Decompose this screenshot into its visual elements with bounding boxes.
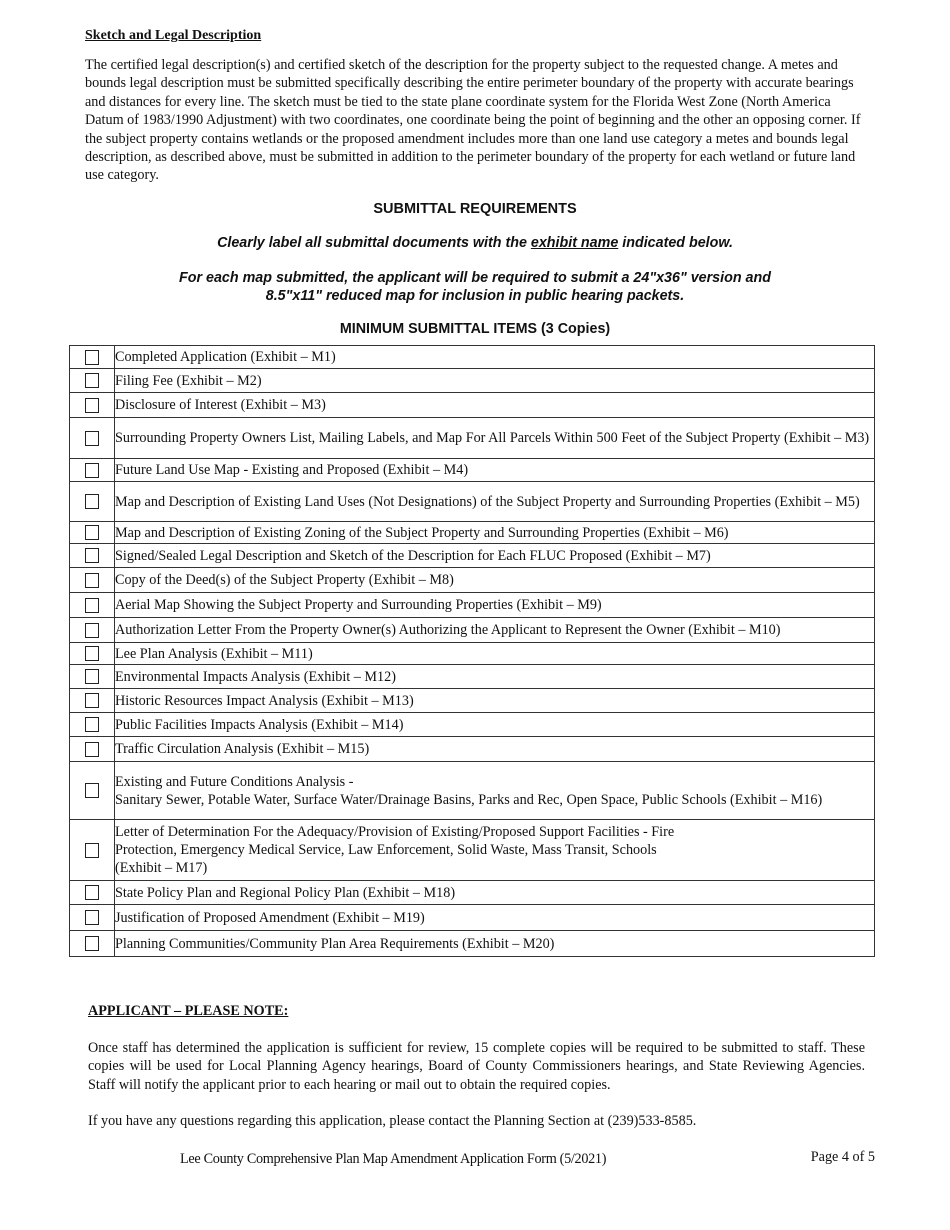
submittal-item-row: [70, 568, 875, 593]
item-text-line: Historic Resources Impact Analysis (Exhibit – M13): [115, 692, 414, 709]
submittal-item-row: [70, 820, 875, 881]
item-description: [115, 737, 875, 762]
item-description: [115, 459, 875, 482]
checkbox-cell: [70, 618, 115, 643]
item-checkbox[interactable]: [85, 398, 99, 413]
item-text-line: Copy of the Deed(s) of the Subject Property (Exhibit – M8): [115, 572, 454, 588]
checkbox-cell: [70, 931, 115, 957]
item-text-line: Aerial Map Showing the Subject Property and Surrounding Properties (Exhibit – M9): [115, 597, 602, 613]
item-text-line: Filing Fee (Exhibit – M2): [115, 372, 262, 389]
item-description: [115, 931, 875, 957]
submittal-requirements-title: SUBMITTAL REQUIREMENTS: [373, 201, 577, 217]
checkbox-cell: [70, 713, 115, 737]
item-text-line: State Policy Plan and Regional Policy Plan (Exhibit – M18): [115, 884, 456, 901]
minimum-items-title: MINIMUM SUBMITTAL ITEMS (3 Copies): [339, 321, 611, 337]
item-text-line: Map and Description of Existing Zoning of the Subject Property and Surrounding Properties (Exhibit – M6): [115, 524, 729, 541]
item-checkbox[interactable]: [85, 525, 99, 540]
checkbox-cell: [70, 459, 115, 482]
item-text-line: Completed Application (Exhibit – M1): [115, 349, 336, 365]
submittal-item-row: [70, 905, 875, 931]
item-checkbox[interactable]: [85, 548, 99, 563]
submittal-item-row: [70, 931, 875, 957]
item-text-line: Planning Communities/Community Plan Area Requirements (Exhibit – M20): [115, 935, 555, 952]
item-text-line: Existing and Future Conditions Analysis -: [115, 773, 354, 790]
submittal-item-row: [70, 544, 875, 568]
item-text-line: Map and Description of Existing Land Uses (Not Designations) of the Subject Property and Surrounding Properties (Exhibit – M5): [115, 493, 860, 510]
item-checkbox[interactable]: [85, 573, 99, 588]
item-description: [115, 618, 875, 643]
submittal-item-row: [70, 665, 875, 689]
submittal-item-row: [70, 418, 875, 459]
submittal-item-row: [70, 459, 875, 482]
item-description: [115, 482, 875, 522]
item-checkbox[interactable]: [85, 431, 99, 446]
submittal-item-row: [70, 881, 875, 905]
item-description: [115, 544, 875, 568]
item-description: [115, 346, 875, 369]
item-description: [115, 593, 875, 618]
note-paragraph-1: Once staff has determined the application is sufficient for review, 15 complete copies will be required to be submitted to staff. These copies will be used for Local Planning Agency hearings, Board of County Commissioners hearings, and State Reviewing Agencies. Staff will notify the applicant prior to each hearing or mail out to obtain the required copies.: [88, 1040, 865, 1093]
item-description: [115, 393, 875, 418]
item-text-line: Disclosure of Interest (Exhibit – M3): [115, 397, 326, 413]
submittal-item-row: [70, 618, 875, 643]
item-checkbox[interactable]: [85, 693, 99, 708]
item-description: [115, 905, 875, 931]
submittal-item-row: [70, 762, 875, 820]
item-checkbox[interactable]: [85, 373, 99, 388]
item-text-line: Authorization Letter From the Property Owner(s) Authorizing the Applicant to Represent the Owner (Exhibit – M10): [115, 622, 781, 638]
checkbox-cell: [70, 568, 115, 593]
item-description: [115, 762, 875, 820]
item-text-line: (Exhibit – M17): [115, 860, 208, 876]
item-description: [115, 522, 875, 544]
item-description: [115, 418, 875, 459]
checkbox-cell: [70, 881, 115, 905]
checkbox-cell: [70, 593, 115, 618]
item-checkbox[interactable]: [85, 598, 99, 613]
checkbox-cell: [70, 393, 115, 418]
item-text-line: Justification of Proposed Amendment (Exhibit – M19): [115, 909, 425, 926]
checkbox-cell: [70, 689, 115, 713]
item-checkbox[interactable]: [85, 669, 99, 684]
item-checkbox[interactable]: [85, 646, 99, 661]
item-checkbox[interactable]: [85, 494, 99, 509]
map-instruction-line-2: 8.5"x11" reduced map for inclusion in public hearing packets.: [265, 288, 685, 304]
submittal-item-row: [70, 482, 875, 522]
submittal-items-table: [69, 345, 875, 957]
map-instruction-line-1: For each map submitted, the applicant will be required to submit a 24"x36" version and: [179, 270, 771, 286]
checkbox-cell: [70, 522, 115, 544]
submittal-item-row: [70, 643, 875, 665]
checkbox-cell: [70, 665, 115, 689]
checkbox-cell: [70, 905, 115, 931]
footer-page-number: Page 4 of 5: [810, 1149, 875, 1165]
submittal-item-row: [70, 346, 875, 369]
checkbox-cell: [70, 762, 115, 820]
submittal-item-row: [70, 737, 875, 762]
item-checkbox[interactable]: [85, 843, 99, 858]
section-heading: Sketch and Legal Description: [85, 28, 262, 43]
item-text-line: Public Facilities Impacts Analysis (Exhibit – M14): [115, 716, 404, 733]
item-text-line: Future Land Use Map - Existing and Proposed (Exhibit – M4): [115, 462, 469, 478]
map-instruction: [0, 269, 950, 305]
submittal-item-row: [70, 522, 875, 544]
checkbox-cell: [70, 369, 115, 393]
intro-paragraph: The certified legal description(s) and certified sketch of the description for the property subject to the requested change. A metes and bounds legal description must be submitted specifically describing the entire perimeter boundary of the property with accurate bearings and distances for every line. The sketch must be tied to the state plane coordinate system for the Florida West Zone (North America Datum of 1983/1990 Adjustment) with two coordinates, one coordinate being the point of beginning and the other an opposing corner. If the subject property contains wetlands or the proposed amendment includes more than one land use category a metes and bounds legal description, as described above, must be submitted in addition to the perimeter boundary of the property for each wetland or future land use category.: [85, 57, 861, 184]
item-checkbox[interactable]: [85, 623, 99, 638]
item-text-line: Protection, Emergency Medical Service, Law Enforcement, Solid Waste, Mass Transit, Schools: [115, 842, 657, 858]
submittal-item-row: [70, 393, 875, 418]
item-description: [115, 689, 875, 713]
item-checkbox[interactable]: [85, 910, 99, 925]
checkbox-cell: [70, 346, 115, 369]
checkbox-cell: [70, 643, 115, 665]
checkbox-cell: [70, 418, 115, 459]
item-description: [115, 369, 875, 393]
item-description: [115, 881, 875, 905]
item-description: [115, 665, 875, 689]
item-description: [115, 643, 875, 665]
item-description: [115, 820, 875, 881]
item-text-line: Environmental Impacts Analysis (Exhibit – M12): [115, 668, 396, 685]
label-instruction-after: indicated below.: [618, 235, 733, 251]
checkbox-cell: [70, 544, 115, 568]
footer-form-name: Lee County Comprehensive Plan Map Amendment Application Form (5/2021): [180, 1151, 607, 1167]
item-text-line: Lee Plan Analysis (Exhibit – M11): [115, 645, 313, 662]
item-checkbox[interactable]: [85, 783, 99, 798]
label-instruction-underlined: exhibit name: [530, 235, 619, 251]
item-checkbox[interactable]: [85, 885, 99, 900]
label-instruction: [0, 235, 950, 251]
item-checkbox[interactable]: [85, 350, 99, 365]
item-text-line: Signed/Sealed Legal Description and Sketch of the Description for Each FLUC Proposed (Exhibit – M7): [115, 547, 711, 564]
item-text-line: Letter of Determination For the Adequacy/Provision of Existing/Proposed Support Facilities - Fire: [115, 824, 675, 840]
note-heading: APPLICANT – PLEASE NOTE:: [88, 1003, 289, 1019]
item-text-line: Traffic Circulation Analysis (Exhibit – M15): [115, 741, 370, 757]
item-checkbox[interactable]: [85, 742, 99, 757]
checkbox-cell: [70, 820, 115, 881]
checkbox-cell: [70, 482, 115, 522]
label-instruction-before: Clearly label all submittal documents with the: [217, 235, 531, 251]
checkbox-cell: [70, 737, 115, 762]
submittal-item-row: [70, 369, 875, 393]
item-text-line: Sanitary Sewer, Potable Water, Surface Water/Drainage Basins, Parks and Rec, Open Space, Public Schools (Exhibit – M16): [115, 791, 823, 808]
submittal-item-row: [70, 713, 875, 737]
item-checkbox[interactable]: [85, 463, 99, 478]
item-text-line: Surrounding Property Owners List, Mailing Labels, and Map For All Parcels Within 500 Feet of the Subject Property (Exhibit – M3): [115, 430, 870, 446]
item-description: [115, 568, 875, 593]
item-checkbox[interactable]: [85, 936, 99, 951]
note-paragraph-2: If you have any questions regarding this application, please contact the Planning Section at (239)533-8585.: [88, 1113, 697, 1129]
item-checkbox[interactable]: [85, 717, 99, 732]
submittal-item-row: [70, 689, 875, 713]
item-description: [115, 713, 875, 737]
submittal-item-row: [70, 593, 875, 618]
